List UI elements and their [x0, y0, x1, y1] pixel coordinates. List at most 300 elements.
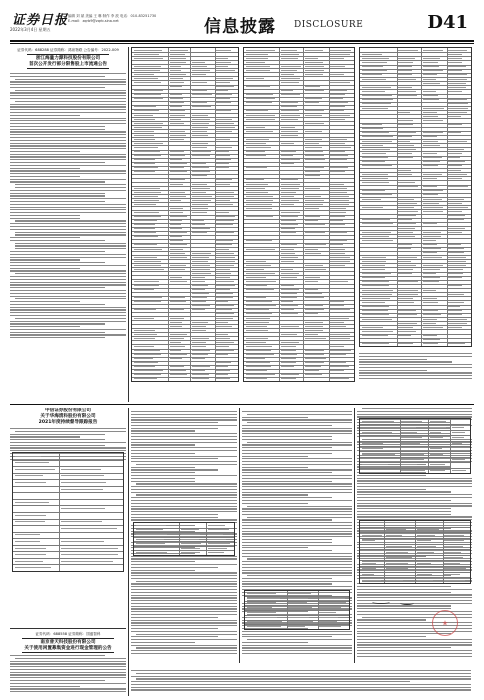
table-cell — [401, 464, 417, 465]
table-cell — [170, 322, 183, 323]
table-cell — [448, 153, 462, 154]
table-cell — [216, 159, 231, 160]
text-line — [357, 516, 472, 517]
table-cell — [423, 199, 442, 200]
text-line — [131, 511, 237, 512]
table-cell — [246, 155, 267, 156]
text-line — [242, 508, 352, 509]
table-cell — [61, 528, 117, 529]
column-divider — [128, 47, 129, 402]
table-cell — [448, 261, 466, 262]
table-row-line — [13, 492, 123, 493]
table-cell — [281, 354, 298, 355]
table-cell — [170, 192, 186, 193]
table-cell — [192, 208, 208, 209]
masthead-rule — [10, 40, 474, 42]
text-line — [10, 201, 105, 202]
table-cell — [281, 261, 295, 262]
table-cell — [305, 66, 324, 67]
table-cell — [330, 115, 350, 116]
table-cell — [448, 232, 462, 233]
company-seal — [432, 610, 458, 636]
table-cell — [216, 200, 230, 201]
table-cell — [423, 70, 444, 71]
text-line — [10, 329, 126, 330]
table-cell — [452, 459, 465, 460]
table-cell — [246, 338, 269, 339]
text-line — [131, 614, 237, 615]
table-cell — [362, 432, 393, 433]
table-cell — [246, 309, 269, 310]
table-cell — [247, 607, 273, 608]
table-cell — [208, 539, 227, 540]
text-line — [131, 444, 195, 445]
table-cell — [398, 223, 416, 224]
table-cell — [216, 285, 235, 286]
table-cell — [281, 366, 294, 367]
table-cell — [448, 141, 467, 142]
financial-table — [133, 522, 235, 556]
table-cell — [305, 208, 320, 209]
table-cell — [362, 281, 389, 282]
table-cell — [216, 78, 232, 79]
table-row-line — [13, 499, 123, 500]
table-cell — [134, 358, 153, 359]
table-cell — [362, 421, 395, 422]
table-cell — [448, 83, 466, 84]
table-cell — [305, 338, 326, 339]
table-cell — [398, 236, 415, 237]
table-cell — [281, 350, 296, 351]
table-cell — [423, 153, 437, 154]
text-line — [15, 298, 126, 299]
text-line — [10, 674, 126, 675]
table-cell — [170, 212, 184, 213]
text-line — [15, 248, 126, 249]
table-cell — [134, 249, 162, 250]
column-divider — [354, 408, 355, 663]
table-cell — [305, 232, 326, 233]
table-cell — [362, 161, 385, 162]
table-cell — [192, 358, 205, 359]
table-cell — [398, 120, 413, 121]
table-cell — [319, 598, 345, 599]
table-cell — [362, 95, 392, 96]
table-cell — [448, 54, 462, 55]
table-cell — [15, 475, 43, 476]
table-cell — [398, 62, 413, 63]
table-cell — [423, 91, 437, 92]
table-cell — [452, 443, 463, 444]
table-cell — [330, 326, 345, 327]
table-row-line — [13, 479, 123, 480]
table-cell — [398, 50, 418, 51]
table-cell — [281, 184, 301, 185]
table-cell — [281, 54, 299, 55]
section-divider — [10, 628, 126, 629]
table-cell — [423, 116, 439, 117]
table-cell — [192, 62, 205, 63]
table-cell — [216, 131, 232, 132]
text-line — [242, 433, 352, 434]
text-line — [136, 483, 237, 484]
table-cell — [170, 208, 184, 209]
table-cell — [362, 454, 395, 455]
text-line — [131, 503, 237, 504]
table-cell — [362, 290, 393, 291]
table-cell — [281, 70, 297, 71]
text-line — [357, 480, 472, 481]
table-cell — [134, 366, 155, 367]
text-line — [247, 414, 352, 415]
text-line — [136, 464, 237, 465]
table-cell — [281, 66, 301, 67]
table-cell — [398, 186, 418, 187]
table-cell — [192, 338, 209, 339]
table-cell — [134, 66, 161, 67]
table-cell — [288, 593, 311, 594]
table-cell — [216, 66, 228, 67]
text-line — [10, 98, 126, 99]
table-cell — [398, 257, 417, 258]
table-cell — [170, 171, 187, 172]
table-row-line — [13, 564, 123, 565]
table-cell — [216, 212, 229, 213]
table-cell — [330, 208, 346, 209]
table-cell — [362, 62, 387, 63]
table-cell — [192, 188, 210, 189]
text-line — [242, 525, 352, 526]
table-cell — [398, 310, 416, 311]
text-line — [10, 84, 126, 85]
table-cell — [216, 127, 235, 128]
table-cell — [423, 323, 436, 324]
section-divider — [10, 404, 474, 405]
table-cell — [398, 207, 413, 208]
text-line — [242, 503, 308, 504]
table-cell — [15, 515, 47, 516]
table-cell — [305, 265, 323, 266]
table-cell — [134, 330, 156, 331]
text-line — [131, 558, 237, 559]
table-cell — [281, 135, 298, 136]
table-cell — [362, 285, 389, 286]
text-line — [10, 296, 126, 297]
table-cell — [170, 163, 187, 164]
table-cell — [448, 70, 462, 71]
table-cell — [386, 535, 402, 536]
table-cell — [288, 617, 309, 618]
table-cell — [281, 342, 299, 343]
table-cell — [281, 253, 295, 254]
text-line — [357, 636, 426, 637]
table-cell — [134, 127, 162, 128]
table-cell — [246, 115, 276, 116]
table-cell — [362, 298, 390, 299]
table-cell — [448, 62, 462, 63]
table-cell — [444, 546, 463, 547]
table-cell — [134, 200, 160, 201]
text-line — [10, 268, 80, 269]
table-cell — [362, 223, 393, 224]
text-line — [10, 140, 126, 141]
text-line — [242, 545, 352, 546]
table-cell — [448, 99, 467, 100]
table-cell — [216, 305, 234, 306]
table-cell — [398, 112, 410, 113]
table-cell — [246, 78, 265, 79]
text-line — [10, 81, 126, 82]
table-cell — [417, 574, 432, 575]
table-cell — [319, 612, 336, 613]
table-cell — [386, 568, 409, 569]
table-cell — [134, 167, 158, 168]
announcement-body — [10, 73, 126, 338]
table-cell — [134, 106, 156, 107]
text-line — [131, 650, 237, 651]
table-cell — [192, 212, 208, 213]
table-cell — [423, 83, 441, 84]
table-cell — [398, 265, 416, 266]
text-line — [10, 334, 126, 335]
text-line — [10, 434, 105, 435]
text-line — [10, 672, 126, 673]
table-cell — [281, 119, 298, 120]
text-line — [247, 442, 352, 443]
table-cell — [216, 334, 228, 335]
text-line — [15, 243, 126, 244]
table-cell — [448, 219, 463, 220]
table-cell — [192, 342, 206, 343]
table-row-line — [245, 605, 349, 606]
table-cell — [192, 151, 211, 152]
table-cell — [319, 602, 345, 603]
table-cell — [134, 98, 164, 99]
table-cell — [362, 66, 384, 67]
table-cell — [134, 115, 154, 116]
table-cell — [246, 330, 269, 331]
table-cell — [330, 346, 343, 347]
table-cell — [170, 374, 188, 375]
text-line — [10, 209, 126, 210]
table-cell — [362, 124, 383, 125]
table-cell — [305, 131, 322, 132]
table-cell — [216, 374, 228, 375]
table-row-line — [360, 435, 470, 436]
table-cell — [288, 602, 307, 603]
text-line — [357, 653, 472, 654]
table-cell — [170, 54, 185, 55]
text-line — [10, 677, 126, 678]
table-cell — [288, 607, 312, 608]
table-cell — [170, 110, 185, 111]
table-cell — [134, 58, 164, 59]
text-line — [10, 442, 126, 443]
table-cell — [401, 454, 424, 455]
table-cell — [423, 161, 440, 162]
text-line — [10, 198, 126, 199]
table-cell — [192, 74, 206, 75]
table-row-line — [245, 596, 349, 597]
table-cell — [216, 98, 230, 99]
table-cell — [246, 204, 273, 205]
table-cell — [305, 188, 321, 189]
column-divider — [128, 408, 129, 696]
table-cell — [305, 370, 319, 371]
table-column-line — [279, 48, 280, 381]
table-cell — [170, 342, 181, 343]
table-cell — [305, 139, 322, 140]
table-cell — [134, 90, 163, 91]
table-cell — [330, 119, 345, 120]
text-line — [131, 572, 237, 573]
table-cell — [305, 362, 324, 363]
table-cell — [423, 165, 438, 166]
text-line — [10, 123, 126, 124]
text-line — [131, 689, 471, 690]
table-cell — [281, 155, 294, 156]
table-cell — [362, 103, 391, 104]
table-cell — [281, 293, 297, 294]
text-line — [10, 204, 126, 205]
text-line — [10, 282, 126, 283]
text-line — [247, 639, 352, 640]
table-cell — [246, 322, 269, 323]
table-cell — [362, 448, 384, 449]
text-line — [357, 611, 472, 612]
table-cell — [401, 443, 420, 444]
text-line — [10, 276, 126, 277]
text-line — [10, 129, 105, 130]
table-cell — [448, 124, 462, 125]
table-cell — [444, 574, 460, 575]
table-cell — [208, 525, 225, 526]
text-line — [131, 497, 237, 498]
table-cell — [216, 265, 234, 266]
table-cell — [170, 151, 184, 152]
table-cell — [448, 257, 466, 258]
table-cell — [170, 102, 184, 103]
table-cell — [246, 285, 267, 286]
table-cell — [208, 548, 228, 549]
table-cell — [423, 178, 438, 179]
table-cell — [423, 302, 438, 303]
table-cell — [216, 289, 229, 290]
table-row-line — [13, 532, 123, 533]
text-line — [131, 489, 237, 490]
table-cell — [281, 143, 294, 144]
table-cell — [246, 289, 275, 290]
table-cell — [330, 200, 349, 201]
text-line — [131, 653, 237, 654]
table-cell — [423, 74, 437, 75]
table-cell — [15, 482, 46, 483]
table-cell — [134, 163, 155, 164]
table-cell — [170, 155, 185, 156]
table-cell — [281, 228, 295, 229]
table-cell — [398, 124, 413, 125]
table-cell — [430, 437, 443, 438]
table-cell — [134, 289, 155, 290]
table-cell — [170, 70, 181, 71]
table-cell — [170, 346, 185, 347]
table-cell — [136, 552, 168, 553]
text-line — [357, 608, 451, 609]
table-cell — [305, 115, 322, 116]
table-cell — [448, 178, 462, 179]
table-cell — [246, 354, 275, 355]
table-cell — [423, 99, 440, 100]
table-cell — [170, 244, 187, 245]
table-cell — [192, 330, 206, 331]
table-cell — [423, 298, 437, 299]
announcement-title-2: 2021年度持续督导跟踪报告 — [38, 420, 98, 425]
text-line — [131, 425, 237, 426]
text-line — [131, 453, 195, 454]
table-cell — [281, 224, 299, 225]
text-line — [242, 425, 332, 426]
text-line — [131, 639, 237, 640]
table-cell — [423, 240, 436, 241]
table-cell — [330, 50, 351, 51]
table-cell — [170, 301, 187, 302]
table-cell — [444, 563, 460, 564]
table-cell — [448, 273, 463, 274]
table-cell — [448, 319, 467, 320]
table-cell — [61, 508, 105, 509]
table-cell — [216, 350, 234, 351]
table-cell — [448, 186, 468, 187]
table-cell — [216, 70, 234, 71]
text-line — [357, 483, 472, 484]
table-cell — [423, 327, 444, 328]
text-line — [10, 156, 126, 157]
table-cell — [61, 489, 103, 490]
text-line — [357, 592, 451, 593]
table-row-line — [360, 457, 470, 458]
text-line — [131, 676, 471, 677]
text-line — [10, 337, 105, 338]
text-line — [242, 436, 332, 437]
table-cell — [362, 194, 393, 195]
table-cell — [134, 244, 158, 245]
table-cell — [398, 211, 418, 212]
table-cell — [362, 580, 382, 581]
table-cell — [208, 552, 224, 553]
text-line — [131, 570, 195, 571]
text-line — [242, 411, 352, 412]
text-line — [242, 550, 332, 551]
text-line — [15, 273, 126, 274]
table-cell — [386, 552, 409, 553]
table-cell — [423, 269, 440, 270]
table-cell — [281, 159, 301, 160]
table-cell — [362, 306, 390, 307]
table-cell — [134, 110, 159, 111]
text-line — [136, 634, 237, 635]
text-line — [242, 583, 332, 584]
table-cell — [448, 74, 467, 75]
text-line — [242, 428, 352, 429]
table-cell — [216, 184, 230, 185]
table-row-line — [245, 601, 349, 602]
table-cell — [192, 155, 210, 156]
table-cell — [423, 236, 441, 237]
table-cell — [216, 50, 231, 51]
table-cell — [362, 302, 385, 303]
text-line — [242, 494, 308, 495]
table-cell — [216, 102, 231, 103]
